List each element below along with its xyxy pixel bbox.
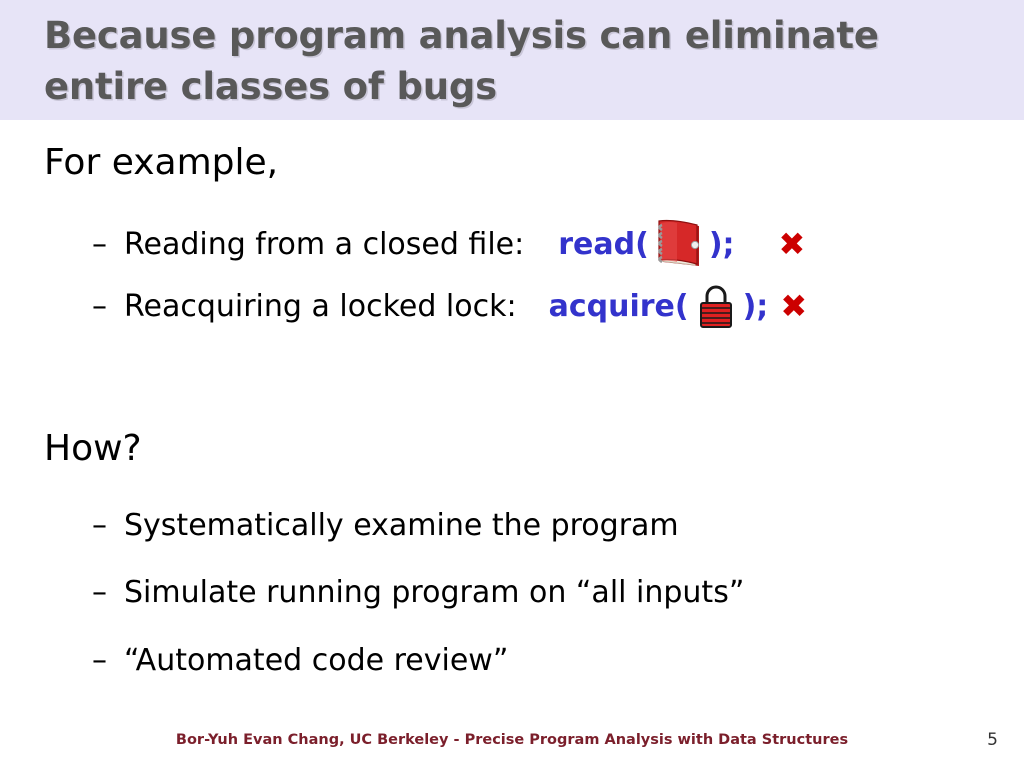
bullet-text: Reacquiring a locked lock:	[124, 288, 517, 324]
page-title: Because program analysis can eliminate entire classes of bugs	[44, 14, 879, 109]
section-heading-how: How?	[44, 428, 142, 469]
bullet-dash: –	[92, 643, 107, 678]
bullet-text: “Automated code review”	[124, 643, 509, 678]
error-x-mark: ✖	[778, 225, 806, 263]
code-read-prefix: read(	[558, 226, 649, 262]
slide-body	[0, 120, 1024, 720]
bullet-dash: –	[92, 508, 107, 543]
bullet-text: Systematically examine the program	[124, 508, 679, 543]
error-x-mark: ✖	[780, 287, 808, 325]
slide-footer	[0, 728, 1024, 768]
page-number: 5	[987, 730, 998, 750]
footer-credit: Bor-Yuh Evan Chang, UC Berkeley - Precise Program Analysis with Data Structures	[175, 732, 849, 748]
bullet-simulate-running-program	[92, 575, 744, 610]
closed-book-icon	[651, 218, 707, 270]
bullet-dash: –	[92, 288, 107, 324]
section-heading-for-example: For example,	[44, 142, 279, 183]
bullet-reading-closed-file	[92, 218, 805, 270]
bullet-systematically-examine	[92, 508, 679, 543]
code-read-suffix: );	[708, 226, 735, 262]
bullet-text: Reading from a closed file:	[124, 226, 525, 262]
padlock-icon	[695, 282, 737, 330]
code-acquire-suffix: );	[742, 288, 769, 324]
bullet-dash: –	[92, 226, 107, 262]
bullet-reacquiring-locked-lock	[92, 282, 807, 330]
code-acquire-prefix: acquire(	[548, 288, 689, 324]
bullet-automated-code-review	[92, 643, 508, 678]
bullet-dash: –	[92, 575, 107, 610]
bullet-text: Simulate running program on “all inputs”	[124, 575, 745, 610]
